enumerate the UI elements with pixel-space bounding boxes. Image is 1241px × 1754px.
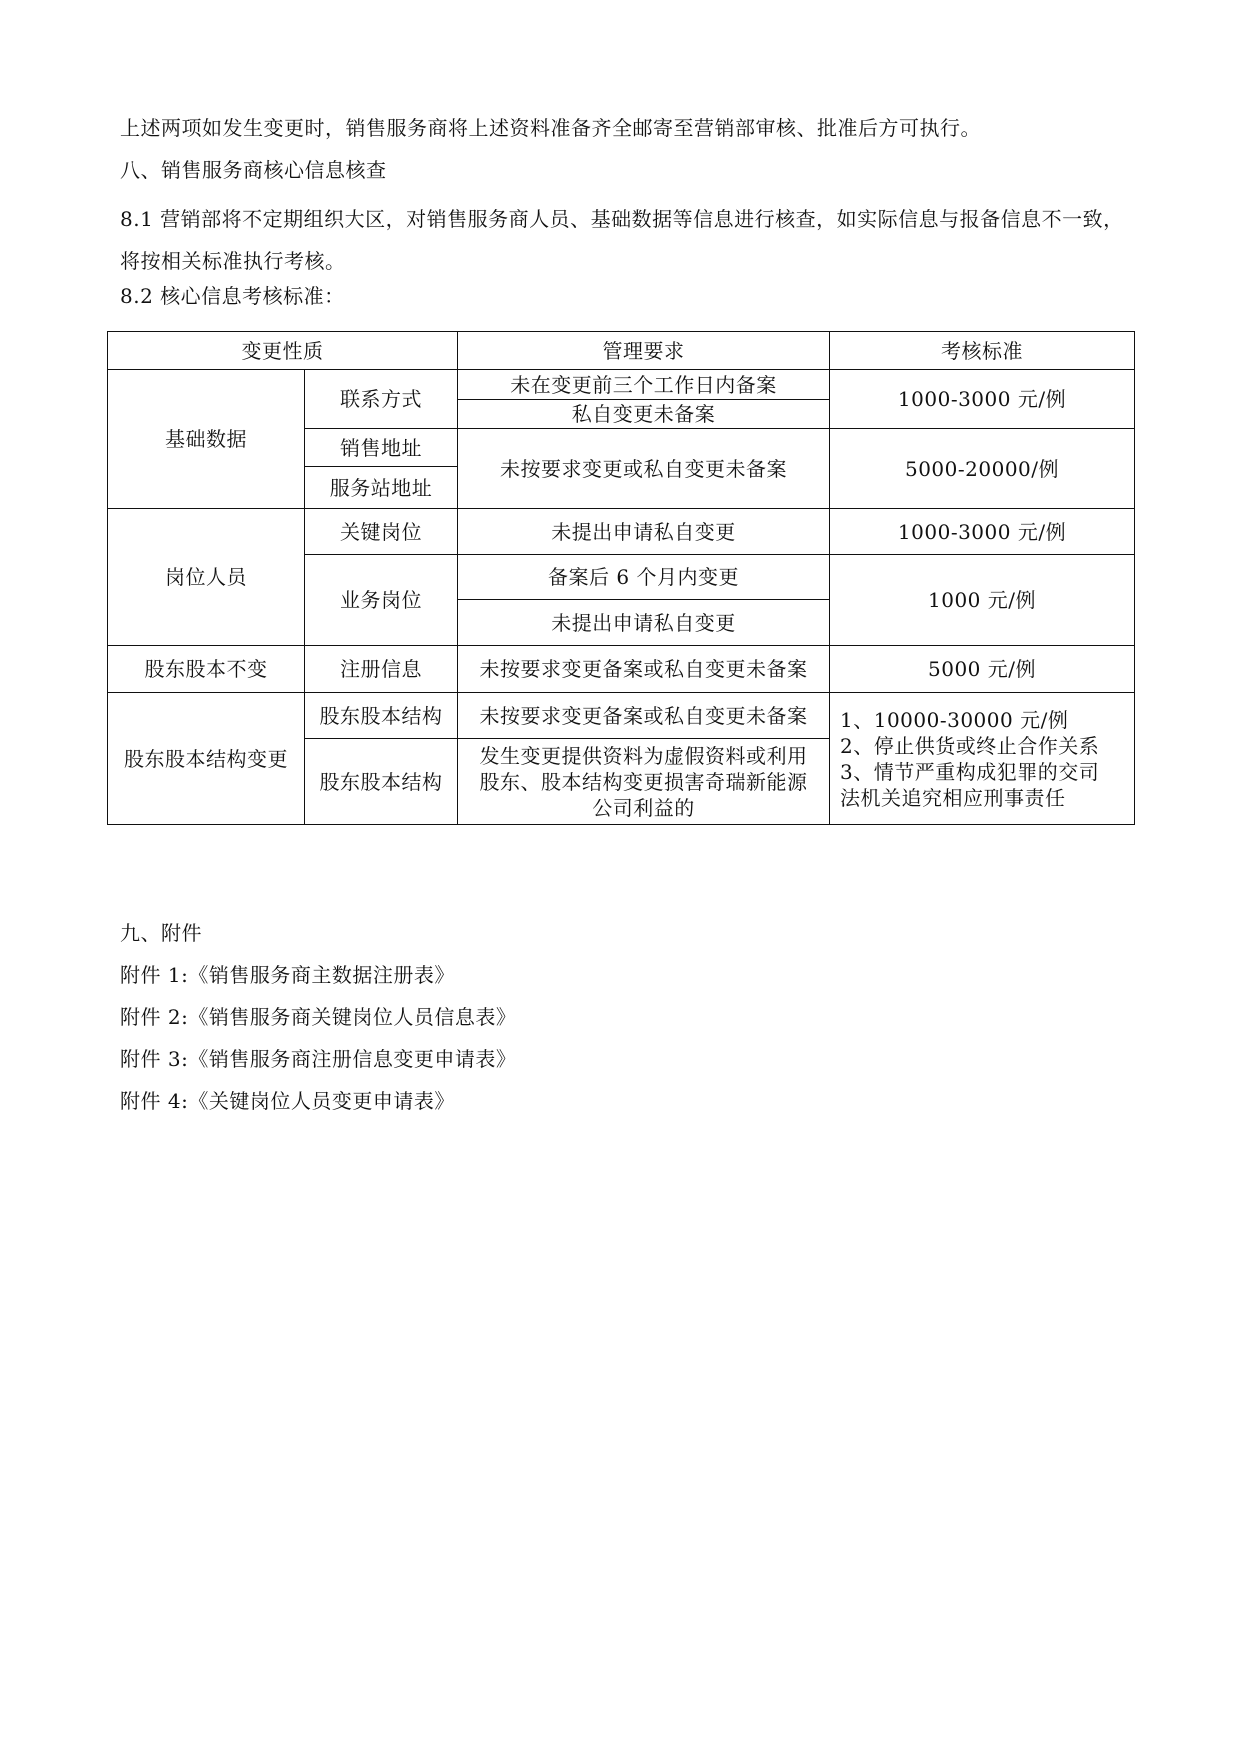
requirement-structure-1: 未按要求变更备案或私自变更未备案	[458, 693, 830, 739]
requirement-registration: 未按要求变更备案或私自变更未备案	[458, 646, 830, 693]
standard-structure-line-2: 2、停止供货或终止合作关系	[840, 733, 1100, 758]
requirement-contact-2: 私自变更未备案	[458, 400, 830, 429]
requirement-structure-2-line-2: 股东、股本结构变更损害奇瑞新能源	[479, 769, 808, 794]
group-shareholder-unchanged: 股东股本不变	[108, 646, 305, 693]
standard-structure-line-4: 法机关追究相应刑事责任	[840, 785, 1066, 810]
group-shareholder-changed: 股东股本结构变更	[108, 693, 305, 825]
table-row	[108, 370, 1135, 400]
standard-address: 5000-20000/例	[830, 429, 1135, 509]
standard-business: 1000 元/例	[830, 555, 1135, 646]
requirement-key-position: 未提出申请私自变更	[458, 509, 830, 555]
paragraph-8-1: 8.1 营销部将不定期组织大区，对销售服务商人员、基础数据等信息进行核查，如实际信息与报备信息不一致，将按相关标准执行考核。	[120, 207, 1124, 273]
requirement-contact-1: 未在变更前三个工作日内备案	[458, 370, 830, 400]
standard-structure-line-3: 3、情节严重构成犯罪的交司	[840, 759, 1100, 784]
standard-registration: 5000 元/例	[830, 646, 1135, 693]
requirement-structure-2-line-3: 公司利益的	[592, 795, 695, 820]
standard-structure-line-1: 1、10000-30000 元/例	[840, 707, 1069, 732]
item-business-position: 业务岗位	[305, 555, 458, 646]
attachment-1: 附件 1:《销售服务商主数据注册表》	[120, 963, 455, 987]
table-row	[108, 693, 1135, 739]
standard-structure	[830, 693, 1135, 825]
item-contact: 联系方式	[305, 370, 458, 429]
requirement-business-2: 未提出申请私自变更	[458, 600, 830, 646]
paragraph-change-submission: 上述两项如发生变更时，销售服务商将上述资料准备齐全邮寄至营销部审核、批准后方可执行。	[120, 116, 981, 140]
item-structure-1: 股东股本结构	[305, 693, 458, 739]
attachment-4: 附件 4:《关键岗位人员变更申请表》	[120, 1089, 455, 1113]
attachment-3: 附件 3:《销售服务商注册信息变更申请表》	[120, 1047, 517, 1071]
group-basic-data: 基础数据	[108, 370, 305, 509]
attachment-2: 附件 2:《销售服务商关键岗位人员信息表》	[120, 1005, 517, 1029]
paragraph-8-2: 8.2 核心信息考核标准：	[120, 284, 345, 308]
item-registration: 注册信息	[305, 646, 458, 693]
item-structure-2: 股东股本结构	[305, 739, 458, 825]
standard-contact: 1000-3000 元/例	[830, 370, 1135, 429]
item-station-address: 服务站地址	[305, 467, 458, 509]
table-row	[108, 509, 1135, 555]
header-management-requirement: 管理要求	[458, 332, 830, 370]
table-row	[108, 646, 1135, 693]
item-sales-address: 销售地址	[305, 429, 458, 467]
requirement-address: 未按要求变更或私自变更未备案	[458, 429, 830, 509]
item-key-position: 关键岗位	[305, 509, 458, 555]
group-position-personnel: 岗位人员	[108, 509, 305, 646]
header-assessment-standard: 考核标准	[830, 332, 1135, 370]
requirement-structure-2	[458, 739, 830, 825]
assessment-standard-table	[107, 331, 1135, 825]
header-change-nature: 变更性质	[108, 332, 458, 370]
requirement-structure-2-line-1: 发生变更提供资料为虚假资料或利用	[479, 743, 808, 768]
section-heading-8: 八、销售服务商核心信息核查	[120, 158, 387, 182]
table-header-row	[108, 332, 1135, 370]
standard-key-position: 1000-3000 元/例	[830, 509, 1135, 555]
section-heading-9: 九、附件	[120, 921, 202, 945]
requirement-business-1: 备案后 6 个月内变更	[458, 555, 830, 600]
